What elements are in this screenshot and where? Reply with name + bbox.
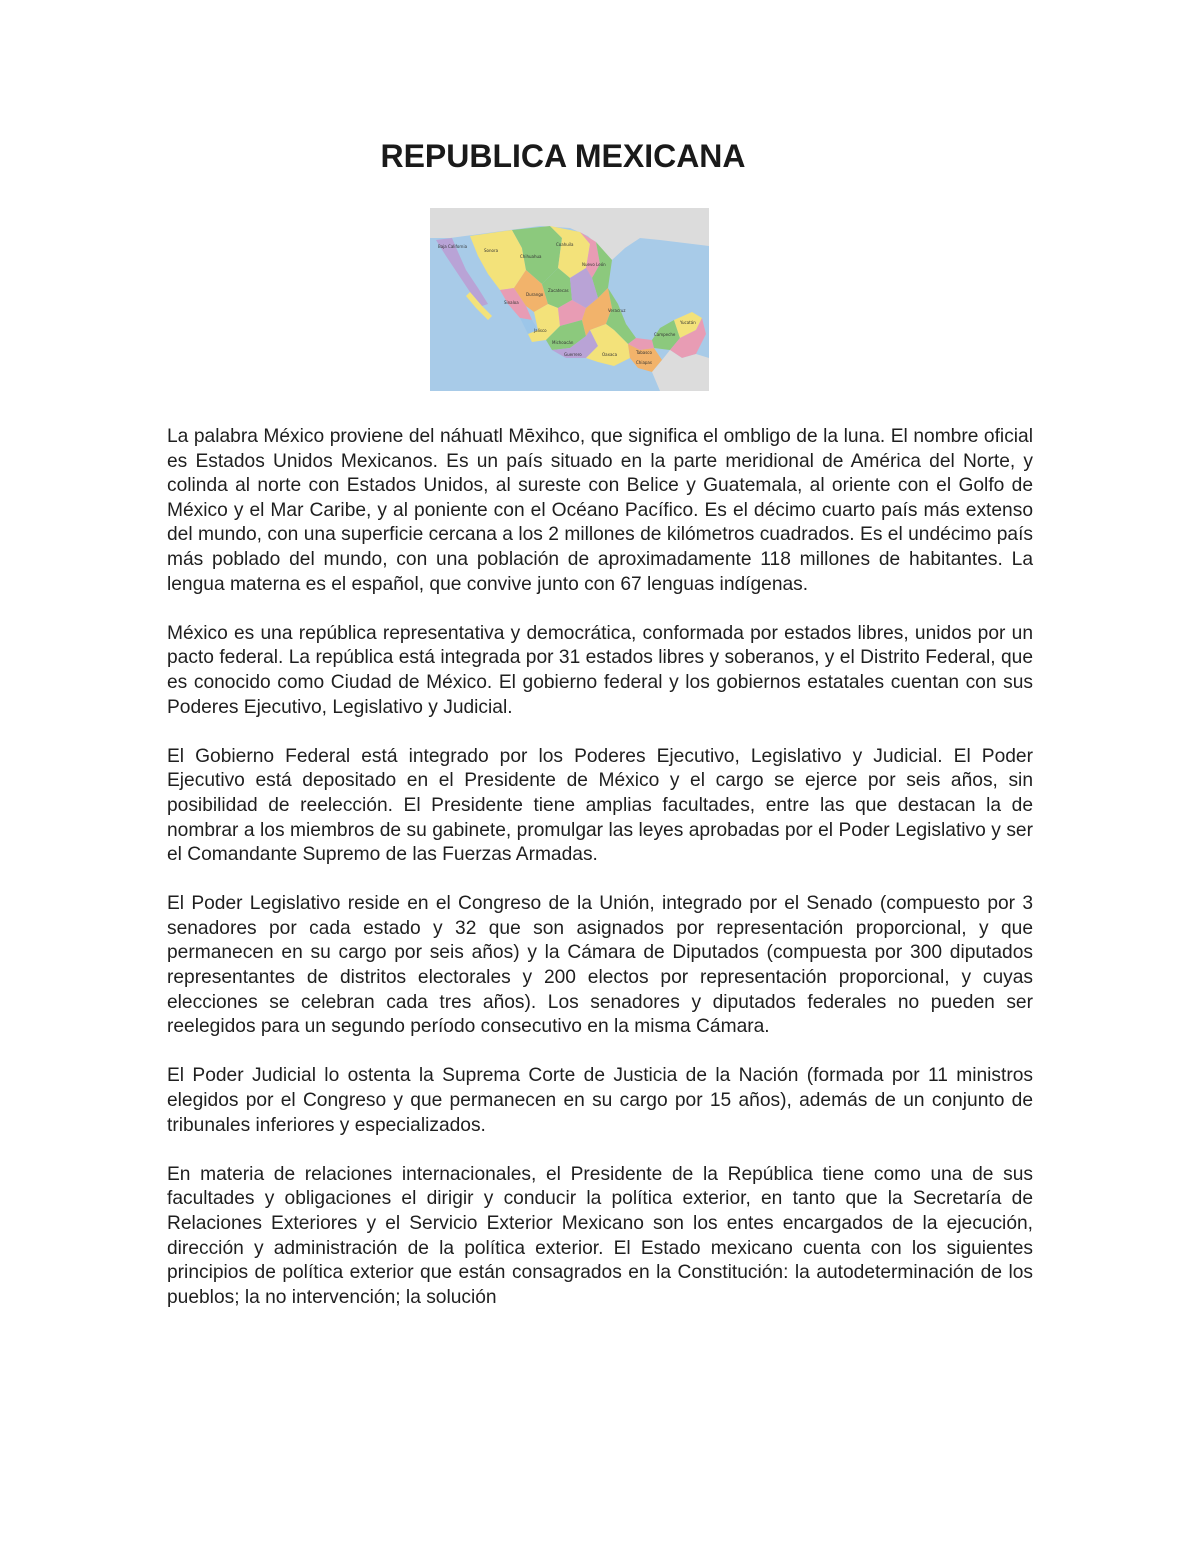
map-label-oaxaca: Oaxaca [602, 352, 618, 357]
map-label-baja: Baja California [438, 244, 468, 249]
map-label-zacatecas: Zacatecas [548, 288, 569, 293]
map-label-michoacan: Michoacán [552, 340, 574, 345]
map-label-campeche: Campeche [654, 332, 676, 337]
map-label-yucatan: Yucatán [680, 320, 696, 325]
map-label-durango: Durango [526, 292, 544, 297]
map-label-nuevo-leon: Nuevo León [582, 262, 606, 267]
mexico-map-image [430, 208, 709, 391]
paragraph-5: El Poder Judicial lo ostenta la Suprema Corte de Justicia de la Nación (formada por 11 ministros elegidos por el Congreso y que permanecen en su cargo por 15 años), además de un conjunto de tribunales inferiores y especializados. [167, 1065, 1033, 1136]
map-label-veracruz: Veracruz [608, 308, 626, 313]
paragraph-3: El Gobierno Federal está integrado por los Poderes Ejecutivo, Legislativo y Judicial. El Poder Ejecutivo está depositado en el Presidente de México y el cargo se ejerce por seis años, sin posibilidad de reelección. El Presidente tiene amplias facultades, entre las que destacan la de nombrar a los miembros de su gabinete, promulgar las leyes aprobadas por el Poder Legislativo y ser el Comandante Supremo de las Fuerzas Armadas. [167, 745, 1033, 866]
paragraph-4: El Poder Legislativo reside en el Congreso de la Unión, integrado por el Senado (compuesto por 3 senadores por cada estado y 32 que son asignados por representación proporcional, y que permanecen en su cargo por seis años) y la Cámara de Diputados (compuesta por 300 diputados representantes de distritos electorales y 200 electos por representación proporcional, y cuyas elecciones se celebran cada tres años). Los senadores y diputados federales no pueden ser reelegidos para un segundo período consecutivo en la misma Cámara. [167, 893, 1033, 1038]
paragraph-6: En materia de relaciones internacionales, el Presidente de la República tiene como una de sus facultades y obligaciones el dirigir y conducir la política exterior, en tanto que la Secretaría de Relaciones Exteriores y el Servicio Exterior Mexicano son los entes encargados de la ejecución, dirección y administración de la política exterior. El Estado mexicano cuenta con los siguientes principios de política exterior que están consagrados en la Constitución: la autodeterminación de los pueblos; la no intervención; la solución [167, 1163, 1033, 1308]
page-title: REPUBLICA MEXICANA [380, 138, 746, 174]
map-label-guerrero: Guerrero [564, 352, 582, 357]
map-label-jalisco: Jalisco [534, 328, 547, 333]
paragraph-2: México es una república representativa y democrática, conformada por estados libres, unidos por un pacto federal. La república está integrada por 31 estados libres y soberanos, y el Distrito Federal, que es conocido como Ciudad de México. El gobierno federal y los gobiernos estatales cuentan con sus Poderes Ejecutivo, Legislativo y Judicial. [167, 622, 1033, 718]
map-label-sonora: Sonora [484, 248, 499, 253]
map-label-chihuahua: Chihuahua [520, 254, 542, 259]
map-label-tabasco: Tabasco [636, 350, 652, 355]
document-body [167, 425, 1033, 1310]
paragraph-1: La palabra México proviene del náhuatl Mēxihco, que significa el ombligo de la luna. El nombre oficial es Estados Unidos Mexicanos. Es un país situado en la parte meridional de América del Norte, y colinda al norte con Estados Unidos, al sureste con Belice y Guatemala, al oriente con el Golfo de México y el Mar Caribe, y al poniente con el Océano Pacífico. Es el décimo cuarto país más extenso del mundo, con una superficie cercana a los 2 millones de kilómetros cuadrados. Es el undécimo país más poblado del mundo, con una población de aproximadamente 118 millones de habitantes. La lengua materna es el español, que convive junto con 67 lenguas indígenas. [167, 426, 1033, 595]
map-label-coahuila: Coahuila [556, 242, 574, 247]
map-label-sinaloa: Sinaloa [504, 300, 519, 305]
map-label-chiapas: Chiapas [636, 360, 652, 365]
